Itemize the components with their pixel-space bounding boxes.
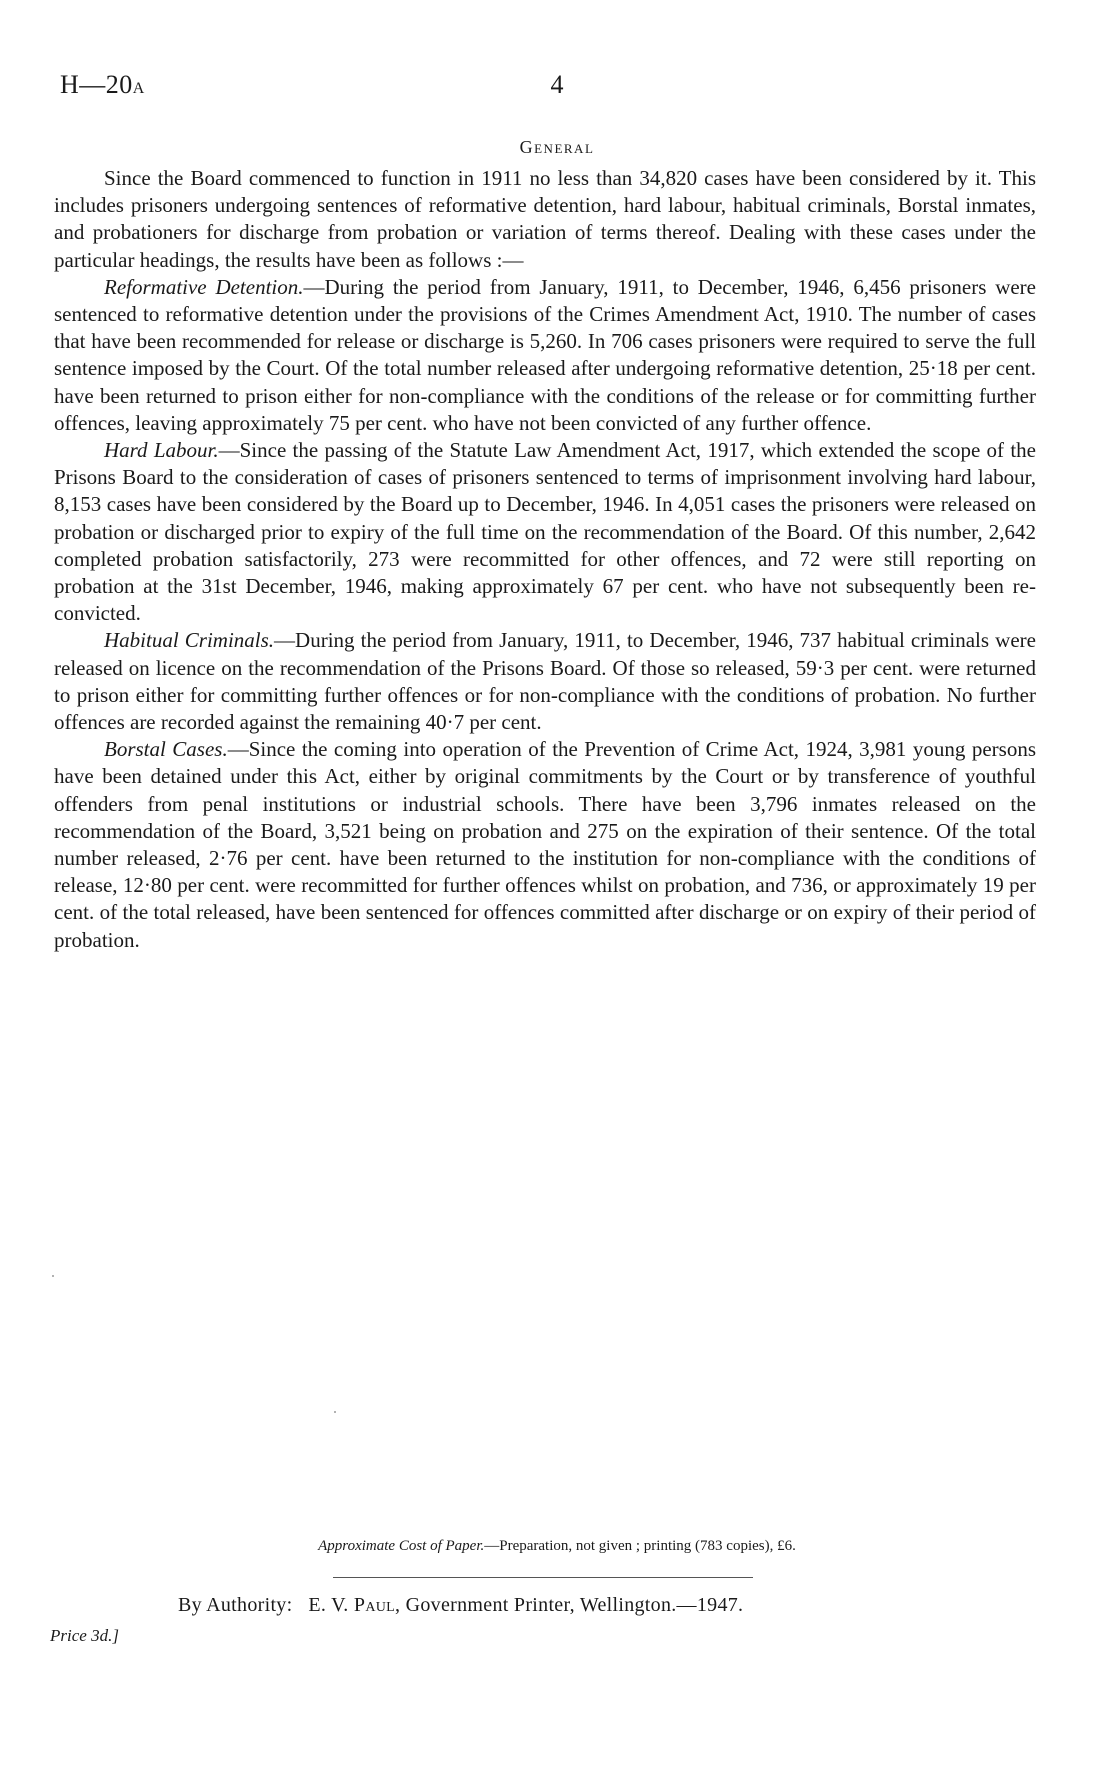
reformative-detention-heading: Reformative Detention.	[104, 274, 304, 299]
cost-of-paper-text: —Preparation, not given ; printing (783 copies), £6.	[484, 1538, 796, 1554]
paragraph-intro: Since the Board commenced to function in 1911 no less than 34,820 cases have been considered by it. This includes prisoners undergoing sentences of reformative detention, hard labour, habitual criminals, Borstal inmates, and probationers for discharge from probation or variation of terms thereof. Dealing with these cases under the particular headings, the results have been as follows :—	[54, 166, 1036, 272]
printer-authority-line	[178, 1594, 743, 1617]
paragraph-hard-labour	[54, 437, 1036, 627]
reformative-detention-text: —During the period from January, 1911, to December, 1946, 6,456 prisoners were sentenced to reformative detention under the provisions of the Crimes Amendment Act, 1910. The number of cases that have been recommended for release or discharge is 5,260. In 706 cases prisoners were required to serve the full sentence imposed by the Court. Of the total number released after undergoing reformative detention, 25·18 per cent. have been returned to prison either for non-compliance with the conditions of the release or for committing further offences, leaving approximately 75 per cent. who have not been convicted of any further offence.	[54, 274, 1036, 435]
hard-labour-heading: Hard Labour.	[104, 438, 219, 463]
borstal-cases-heading: Borstal Cases.	[104, 737, 228, 762]
habitual-criminals-text: —During the period from January, 1911, to December, 1946, 737 habitual criminals were released on licence on the recommendation of the Prisons Board. Of those so released, 59·3 per cent. were returned to prison either for committing further offences or for non-compliance with the conditions of probation. No further offences are recorded against the remaining 40·7 per cent.	[54, 628, 1036, 735]
page-number: 4	[550, 70, 564, 99]
footer-divider	[333, 1577, 753, 1578]
document-code-suffix: A	[132, 80, 145, 97]
authority-prefix: By Authority:	[178, 1594, 293, 1616]
borstal-cases-text: —Since the coming into operation of the Prevention of Crime Act, 1924, 3,981 young persons have been detained under this Act, either by original commitments by the Court or by transference of youthful offenders from penal institutions or industrial schools. There have been 3,796 inmates released on the recommendation of the Board, 3,521 being on probation and 275 on the expiration of their sentence. Of the total number released, 2·76 per cent. have been returned to the institution for non-compliance with the conditions of release, 12·80 per cent. were recommitted for further offences whilst on probation, and 736, or approximately 19 per cent. of the total released, have been sentenced for offences committed after discharge or on expiry of their period of probation.	[54, 737, 1036, 952]
body-text	[54, 165, 1036, 954]
paragraph-habitual-criminals	[54, 627, 1036, 736]
section-title: General	[519, 137, 595, 157]
habitual-criminals-heading: Habitual Criminals.	[104, 628, 275, 653]
document-code-main: H—20	[60, 70, 133, 99]
printer-initials: E. V.	[308, 1594, 349, 1616]
price-note: Price 3d.]	[50, 1626, 119, 1645]
hard-labour-text: —Since the passing of the Statute Law Amendment Act, 1917, which extended the scope of the Prisons Board to the consideration of cases of prisoners sentenced to terms of imprisonment involving hard labour, 8,153 cases have been considered by the Board up to December, 1946. In 4,051 cases the prisoners were released on probation or discharged prior to expiry of the full time on the recommendation of the Board. Of this number, 2,642 completed probation satisfactorily, 273 were recommitted for other offences, and 72 were still reporting on probation at the 31st December, 1946, making approximately 67 per cent. who have not subsequently been re-convicted.	[54, 438, 1036, 626]
paper-speck	[334, 1411, 336, 1413]
paragraph-reformative-detention	[54, 274, 1036, 437]
paper-speck	[52, 1275, 54, 1277]
cost-of-paper-label: Approximate Cost of Paper.	[318, 1538, 485, 1554]
printer-surname: Paul	[353, 1594, 396, 1616]
paragraph-borstal-cases	[54, 736, 1036, 954]
authority-suffix: , Government Printer, Wellington.—1947.	[395, 1594, 744, 1616]
cost-of-paper-note	[0, 1538, 1114, 1555]
